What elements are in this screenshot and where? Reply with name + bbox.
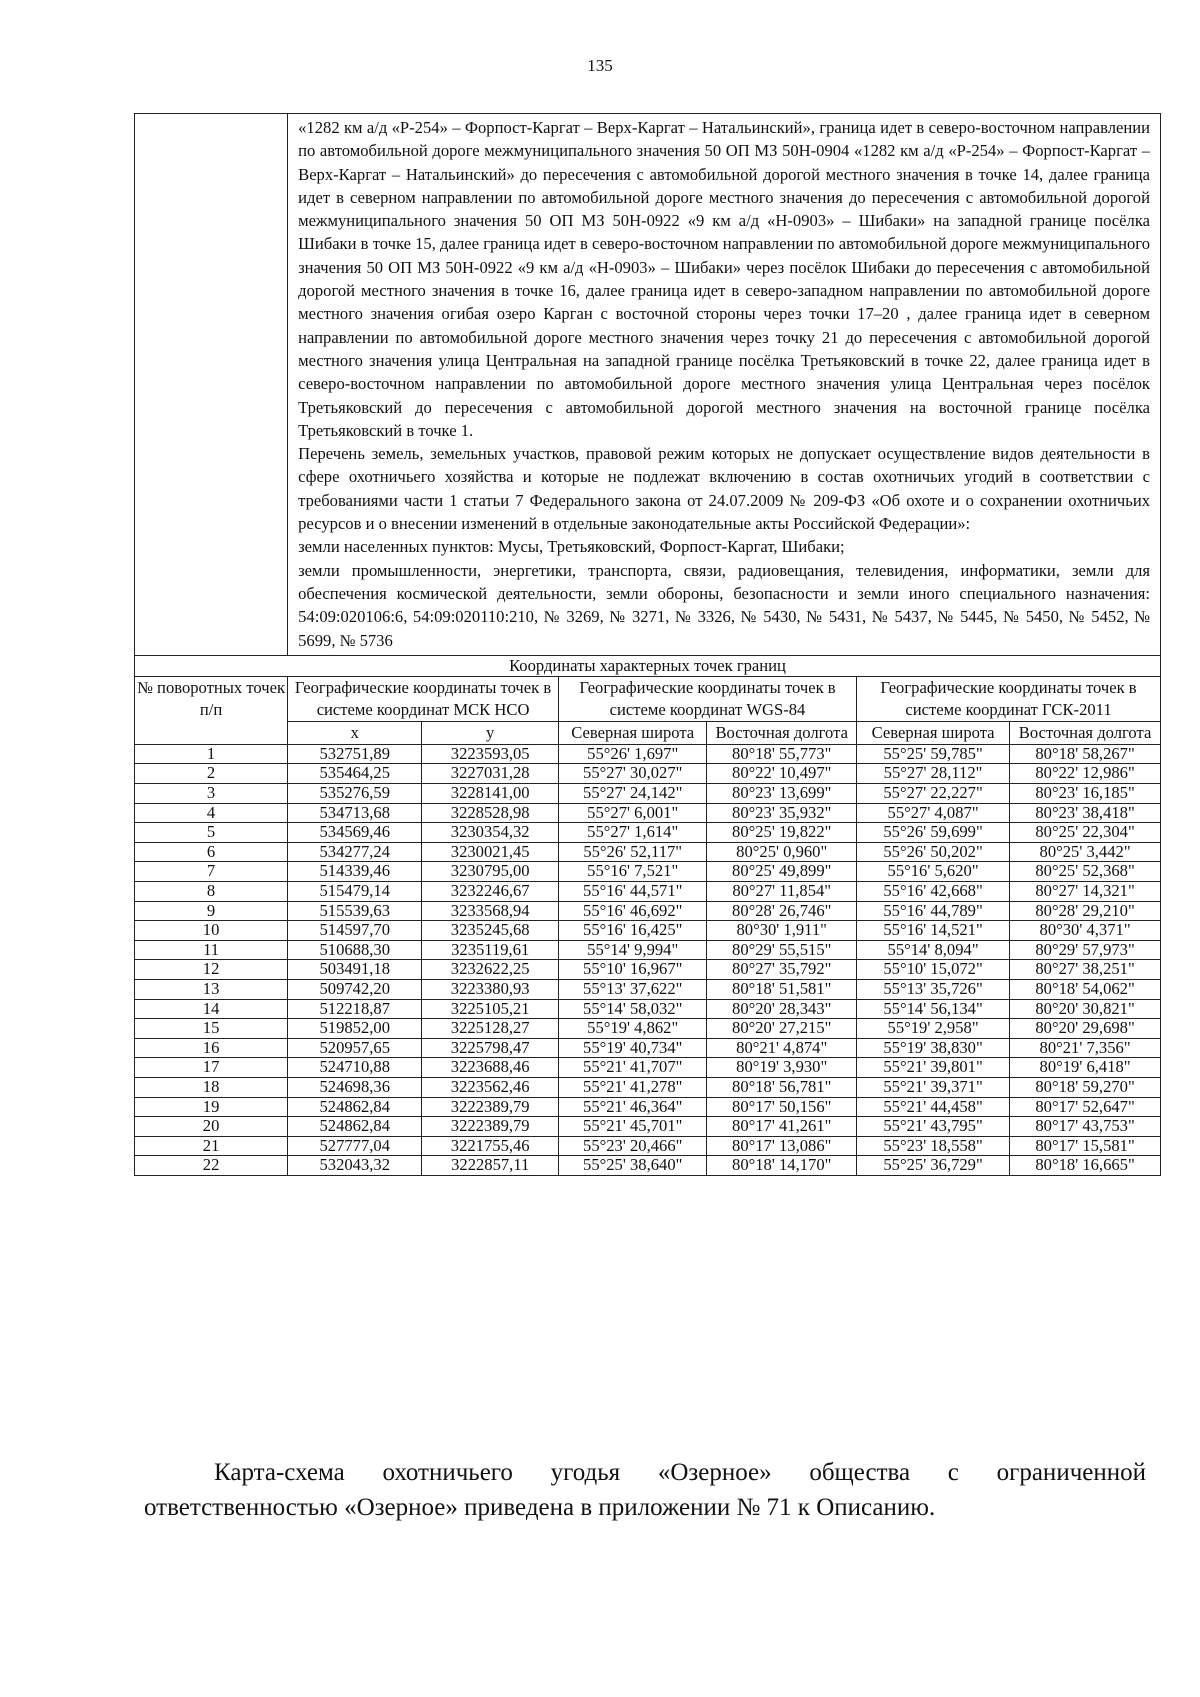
cell-msk-x: 512218,87	[288, 999, 422, 1019]
cell-point-number: 21	[135, 1136, 288, 1156]
cell-wgs-lon: 80°25' 19,822"	[707, 823, 857, 843]
coords-table-title: Координаты характерных точек границ	[135, 655, 1161, 676]
cell-msk-x: 503491,18	[288, 960, 422, 980]
cell-msk-x: 514339,46	[288, 862, 422, 882]
cell-msk-x: 534277,24	[288, 842, 422, 862]
cell-gsk-lon: 80°18' 58,267"	[1010, 744, 1161, 764]
cell-gsk-lon: 80°18' 59,270"	[1010, 1077, 1161, 1097]
cell-wgs-lat: 55°14' 9,994"	[559, 940, 707, 960]
cell-wgs-lat: 55°19' 40,734"	[559, 1038, 707, 1058]
cell-msk-y: 3225128,27	[422, 1019, 559, 1039]
coords-subheader-row	[135, 721, 1161, 744]
cell-gsk-lat: 55°10' 15,072"	[857, 960, 1010, 980]
cell-gsk-lon: 80°17' 52,647"	[1010, 1097, 1161, 1117]
table-row	[135, 862, 1161, 882]
cell-msk-x: 520957,65	[288, 1038, 422, 1058]
cell-wgs-lon: 80°17' 13,086"	[707, 1136, 857, 1156]
cell-wgs-lon: 80°25' 0,960"	[707, 842, 857, 862]
cell-gsk-lat: 55°13' 35,726"	[857, 979, 1010, 999]
cell-gsk-lat: 55°27' 4,087"	[857, 803, 1010, 823]
table-row	[135, 764, 1161, 784]
page-number: 135	[587, 56, 613, 75]
cell-msk-y: 3223562,46	[422, 1077, 559, 1097]
cell-gsk-lat: 55°26' 50,202"	[857, 842, 1010, 862]
cell-gsk-lon: 80°29' 57,973"	[1010, 940, 1161, 960]
cell-wgs-lon: 80°27' 35,792"	[707, 960, 857, 980]
cell-gsk-lat: 55°14' 56,134"	[857, 999, 1010, 1019]
table-row	[135, 823, 1161, 843]
cell-msk-y: 3225798,47	[422, 1038, 559, 1058]
table-row	[135, 1038, 1161, 1058]
cell-gsk-lon: 80°20' 30,821"	[1010, 999, 1161, 1019]
cell-point-number: 20	[135, 1117, 288, 1137]
cell-point-number: 6	[135, 842, 288, 862]
table-row	[135, 979, 1161, 999]
cell-msk-y: 3222389,79	[422, 1117, 559, 1137]
cell-gsk-lon: 80°21' 7,356"	[1010, 1038, 1161, 1058]
subheader-y: у	[422, 721, 559, 744]
cell-msk-y: 3233568,94	[422, 901, 559, 921]
cell-msk-y: 3230021,45	[422, 842, 559, 862]
cell-wgs-lon: 80°18' 56,781"	[707, 1077, 857, 1097]
cell-gsk-lon: 80°27' 14,321"	[1010, 881, 1161, 901]
cell-msk-x: 527777,04	[288, 1136, 422, 1156]
cell-point-number: 8	[135, 881, 288, 901]
header-wgs84: Географические координаты точек в системе координат WGS-84	[559, 676, 857, 721]
cell-gsk-lon: 80°18' 54,062"	[1010, 979, 1161, 999]
cell-gsk-lat: 55°16' 42,668"	[857, 881, 1010, 901]
cell-wgs-lon: 80°17' 41,261"	[707, 1117, 857, 1137]
cell-gsk-lon: 80°25' 3,442"	[1010, 842, 1161, 862]
cell-wgs-lon: 80°22' 10,497"	[707, 764, 857, 784]
cell-gsk-lat: 55°21' 39,801"	[857, 1058, 1010, 1078]
header-gsk2011: Географические координаты точек в системе координат ГСК-2011	[857, 676, 1161, 721]
cell-gsk-lon: 80°28' 29,210"	[1010, 901, 1161, 921]
cell-msk-y: 3223688,46	[422, 1058, 559, 1078]
cell-gsk-lat: 55°23' 18,558"	[857, 1136, 1010, 1156]
cell-wgs-lat: 55°16' 7,521"	[559, 862, 707, 882]
cell-wgs-lat: 55°21' 41,707"	[559, 1058, 707, 1078]
table-row	[135, 999, 1161, 1019]
cell-msk-y: 3225105,21	[422, 999, 559, 1019]
table-row	[135, 921, 1161, 941]
settlements-paragraph: земли населенных пунктов: Мусы, Третьяковский, Форпост-Каргат, Шибаки;	[298, 537, 845, 557]
table-row	[135, 901, 1161, 921]
cell-wgs-lon: 80°23' 13,699"	[707, 784, 857, 804]
cell-wgs-lon: 80°20' 27,215"	[707, 1019, 857, 1039]
empty-left-cell	[135, 114, 288, 656]
table-row	[135, 784, 1161, 804]
cell-gsk-lat: 55°25' 36,729"	[857, 1156, 1010, 1176]
subheader-x: х	[288, 721, 422, 744]
cell-wgs-lon: 80°20' 28,343"	[707, 999, 857, 1019]
cell-point-number: 13	[135, 979, 288, 999]
table-row	[135, 803, 1161, 823]
cell-point-number: 16	[135, 1038, 288, 1058]
industry-lands-paragraph: земли промышленности, энергетики, транспорта, связи, радиовещания, телевидения, информатики, земли для обеспечения космической деятельности, земли обороны, безопасности и земли иного специального назначения: 54:09:020106:6, 54:09:020110:210, № 3269, № 3271, № 3326, № 5430, № 5431, № 5437, № 5445, № 5450, № 5452, № 5699, № 5736	[298, 560, 1150, 650]
table-row	[135, 1136, 1161, 1156]
cell-gsk-lat: 55°21' 39,371"	[857, 1077, 1010, 1097]
cell-wgs-lon: 80°29' 55,515"	[707, 940, 857, 960]
cell-wgs-lat: 55°16' 46,692"	[559, 901, 707, 921]
table-row	[135, 881, 1161, 901]
cell-wgs-lat: 55°26' 52,117"	[559, 842, 707, 862]
cell-msk-x: 510688,30	[288, 940, 422, 960]
cell-point-number: 7	[135, 862, 288, 882]
cell-msk-x: 514597,70	[288, 921, 422, 941]
cell-gsk-lat: 55°16' 14,521"	[857, 921, 1010, 941]
cell-msk-y: 3232246,67	[422, 881, 559, 901]
cell-wgs-lat: 55°25' 38,640"	[559, 1156, 707, 1176]
cell-msk-y: 3227031,28	[422, 764, 559, 784]
cell-gsk-lon: 80°20' 29,698"	[1010, 1019, 1161, 1039]
cell-wgs-lon: 80°18' 51,581"	[707, 979, 857, 999]
table-row	[135, 842, 1161, 862]
cell-msk-x: 524710,88	[288, 1058, 422, 1078]
cell-wgs-lat: 55°27' 24,142"	[559, 784, 707, 804]
cell-gsk-lon: 80°23' 38,418"	[1010, 803, 1161, 823]
cell-gsk-lon: 80°27' 38,251"	[1010, 960, 1161, 980]
description-row	[135, 114, 1161, 656]
cell-msk-x: 534713,68	[288, 803, 422, 823]
cell-wgs-lon: 80°27' 11,854"	[707, 881, 857, 901]
cell-gsk-lon: 80°25' 22,304"	[1010, 823, 1161, 843]
subheader-wgs-lat: Северная широта	[559, 721, 707, 744]
cell-gsk-lat: 55°14' 8,094"	[857, 940, 1010, 960]
cell-msk-x: 524698,36	[288, 1077, 422, 1097]
cell-gsk-lon: 80°30' 4,371"	[1010, 921, 1161, 941]
cell-point-number: 18	[135, 1077, 288, 1097]
cell-msk-x: 532751,89	[288, 744, 422, 764]
cell-point-number: 10	[135, 921, 288, 941]
cell-gsk-lat: 55°21' 44,458"	[857, 1097, 1010, 1117]
coords-title-row	[135, 655, 1161, 676]
description-cell	[288, 114, 1161, 656]
header-msk-nso: Географические координаты точек в системе координат МСК НСО	[288, 676, 559, 721]
cell-point-number: 15	[135, 1019, 288, 1039]
cell-wgs-lon: 80°21' 4,874"	[707, 1038, 857, 1058]
cell-gsk-lat: 55°19' 38,830"	[857, 1038, 1010, 1058]
cell-point-number: 1	[135, 744, 288, 764]
cell-point-number: 22	[135, 1156, 288, 1176]
cell-gsk-lon: 80°25' 52,368"	[1010, 862, 1161, 882]
cell-msk-y: 3222389,79	[422, 1097, 559, 1117]
cell-msk-y: 3230795,00	[422, 862, 559, 882]
cell-point-number: 12	[135, 960, 288, 980]
cell-wgs-lon: 80°19' 3,930"	[707, 1058, 857, 1078]
cell-wgs-lat: 55°23' 20,466"	[559, 1136, 707, 1156]
cell-point-number: 9	[135, 901, 288, 921]
cell-msk-y: 3223380,93	[422, 979, 559, 999]
cell-point-number: 17	[135, 1058, 288, 1078]
cell-gsk-lon: 80°19' 6,418"	[1010, 1058, 1161, 1078]
cell-msk-y: 3223593,05	[422, 744, 559, 764]
cell-wgs-lat: 55°21' 46,364"	[559, 1097, 707, 1117]
cell-msk-y: 3235119,61	[422, 940, 559, 960]
cell-wgs-lat: 55°13' 37,622"	[559, 979, 707, 999]
cell-point-number: 4	[135, 803, 288, 823]
cell-gsk-lon: 80°17' 43,753"	[1010, 1117, 1161, 1137]
cell-wgs-lat: 55°19' 4,862"	[559, 1019, 707, 1039]
cell-msk-x: 535464,25	[288, 764, 422, 784]
cell-wgs-lat: 55°14' 58,032"	[559, 999, 707, 1019]
cell-point-number: 14	[135, 999, 288, 1019]
cell-msk-y: 3230354,32	[422, 823, 559, 843]
table-row	[135, 1077, 1161, 1097]
cell-msk-x: 519852,00	[288, 1019, 422, 1039]
cell-gsk-lat: 55°16' 5,620"	[857, 862, 1010, 882]
cell-msk-x: 515539,63	[288, 901, 422, 921]
cell-gsk-lat: 55°25' 59,785"	[857, 744, 1010, 764]
cell-wgs-lat: 55°27' 1,614"	[559, 823, 707, 843]
cell-point-number: 2	[135, 764, 288, 784]
cell-wgs-lat: 55°10' 16,967"	[559, 960, 707, 980]
subheader-gsk-lat: Северная широта	[857, 721, 1010, 744]
cell-point-number: 11	[135, 940, 288, 960]
cell-msk-x: 524862,84	[288, 1097, 422, 1117]
cell-gsk-lon: 80°22' 12,986"	[1010, 764, 1161, 784]
subheader-gsk-lon: Восточная долгота	[1010, 721, 1161, 744]
cell-point-number: 3	[135, 784, 288, 804]
cell-gsk-lon: 80°17' 15,581"	[1010, 1136, 1161, 1156]
exclusion-paragraph: Перечень земель, земельных участков, правовой режим которых не допускает осуществление видов деятельности в сфере охотничьего хозяйства и которые не подлежат включению в состав охотничьих угодий в соответствии с требованиями части 1 статьи 7 Федерального закона от 24.07.2009 № 209-ФЗ «Об охоте и о сохранении охотничьих ресурсов и о внесении изменений в отдельные законодательные акты Российской Федерации»:	[298, 444, 1150, 534]
table-row	[135, 1117, 1161, 1137]
cell-gsk-lon: 80°18' 16,665"	[1010, 1156, 1161, 1176]
cell-gsk-lat: 55°26' 59,699"	[857, 823, 1010, 843]
cell-gsk-lat: 55°21' 43,795"	[857, 1117, 1010, 1137]
table-row	[135, 744, 1161, 764]
cell-point-number: 5	[135, 823, 288, 843]
table-row	[135, 940, 1161, 960]
header-point-number: № поворотных точек п/п	[135, 676, 288, 744]
cell-wgs-lon: 80°30' 1,911"	[707, 921, 857, 941]
cell-msk-x: 509742,20	[288, 979, 422, 999]
cell-wgs-lon: 80°23' 35,932"	[707, 803, 857, 823]
cell-msk-y: 3235245,68	[422, 921, 559, 941]
cell-msk-y: 3222857,11	[422, 1156, 559, 1176]
cell-msk-y: 3232622,25	[422, 960, 559, 980]
cell-wgs-lat: 55°26' 1,697"	[559, 744, 707, 764]
cell-wgs-lat: 55°27' 6,001"	[559, 803, 707, 823]
boundary-description-table	[134, 113, 1161, 1176]
cell-wgs-lat: 55°16' 44,571"	[559, 881, 707, 901]
cell-gsk-lat: 55°27' 28,112"	[857, 764, 1010, 784]
cell-wgs-lon: 80°25' 49,899"	[707, 862, 857, 882]
table-row	[135, 1097, 1161, 1117]
cell-point-number: 19	[135, 1097, 288, 1117]
cell-msk-y: 3228528,98	[422, 803, 559, 823]
cell-msk-x: 535276,59	[288, 784, 422, 804]
cell-gsk-lat: 55°19' 2,958"	[857, 1019, 1010, 1039]
table-row	[135, 1019, 1161, 1039]
table-row	[135, 960, 1161, 980]
cell-gsk-lat: 55°16' 44,789"	[857, 901, 1010, 921]
cell-msk-x: 524862,84	[288, 1117, 422, 1137]
cell-wgs-lon: 80°28' 26,746"	[707, 901, 857, 921]
cell-wgs-lon: 80°17' 50,156"	[707, 1097, 857, 1117]
table-row	[135, 1156, 1161, 1176]
cell-gsk-lon: 80°23' 16,185"	[1010, 784, 1161, 804]
cell-msk-x: 515479,14	[288, 881, 422, 901]
cell-wgs-lon: 80°18' 55,773"	[707, 744, 857, 764]
coords-header-row	[135, 676, 1161, 721]
boundary-paragraph: «1282 км а/д «Р-254» – Форпост-Каргат – Верх-Каргат – Натальинский», граница идет в северо-восточном направлении по автомобильной дороге межмуниципального значения 50 ОП МЗ 50Н-0904 «1282 км а/д «Р-254» – Форпост-Каргат – Верх-Каргат – Натальинский» до пересечения с автомобильной дорогой местного значения в точке 14, далее граница идет в северном направлении по автомобильной дороге местного значения до пересечения с автомобильной дорогой межмуниципального значения 50 ОП МЗ 50Н-0922 «9 км а/д «Н-0903» – Шибаки» на западной границе посёлка Шибаки в точке 15, далее граница идет в северо-восточном направлении по автомобильной дороге межмуниципального значения 50 ОП МЗ 50Н-0922 «9 км а/д «Н-0903» – Шибаки» через посёлок Шибаки до пересечения с автомобильной дорогой местного значения в точке 16, далее граница идет в северо-западном направлении по автомобильной дороге местного значения огибая озеро Карган с восточной стороны через точки 17–20 , далее граница идет в северном направлении по автомобильной дороге местного значения через точку 21 до пересечения с автомобильной дорогой местного значения улица Центральная на западной границе посёлка Третьяковский в точке 22, далее граница идет в северо-восточном направлении по автомобильной дороге местного значения улица Центральная через посёлок Третьяковский до пересечения с автомобильной дорогой местного значения на восточной границе посёлка Третьяковский в точке 1.	[298, 118, 1150, 440]
cell-msk-y: 3228141,00	[422, 784, 559, 804]
cell-wgs-lat: 55°16' 16,425"	[559, 921, 707, 941]
cell-wgs-lon: 80°18' 14,170"	[707, 1156, 857, 1176]
subheader-wgs-lon: Восточная долгота	[707, 721, 857, 744]
cell-wgs-lat: 55°27' 30,027"	[559, 764, 707, 784]
footer-paragraph: Карта-схема охотничьего угодья «Озерное» общества с ограниченной ответственностью «Озерное» приведена в приложении № 71 к Описанию.	[144, 1459, 1146, 1521]
cell-wgs-lat: 55°21' 45,701"	[559, 1117, 707, 1137]
cell-gsk-lat: 55°27' 22,227"	[857, 784, 1010, 804]
cell-msk-x: 532043,32	[288, 1156, 422, 1176]
table-row	[135, 1058, 1161, 1078]
cell-msk-x: 534569,46	[288, 823, 422, 843]
cell-msk-y: 3221755,46	[422, 1136, 559, 1156]
cell-wgs-lat: 55°21' 41,278"	[559, 1077, 707, 1097]
